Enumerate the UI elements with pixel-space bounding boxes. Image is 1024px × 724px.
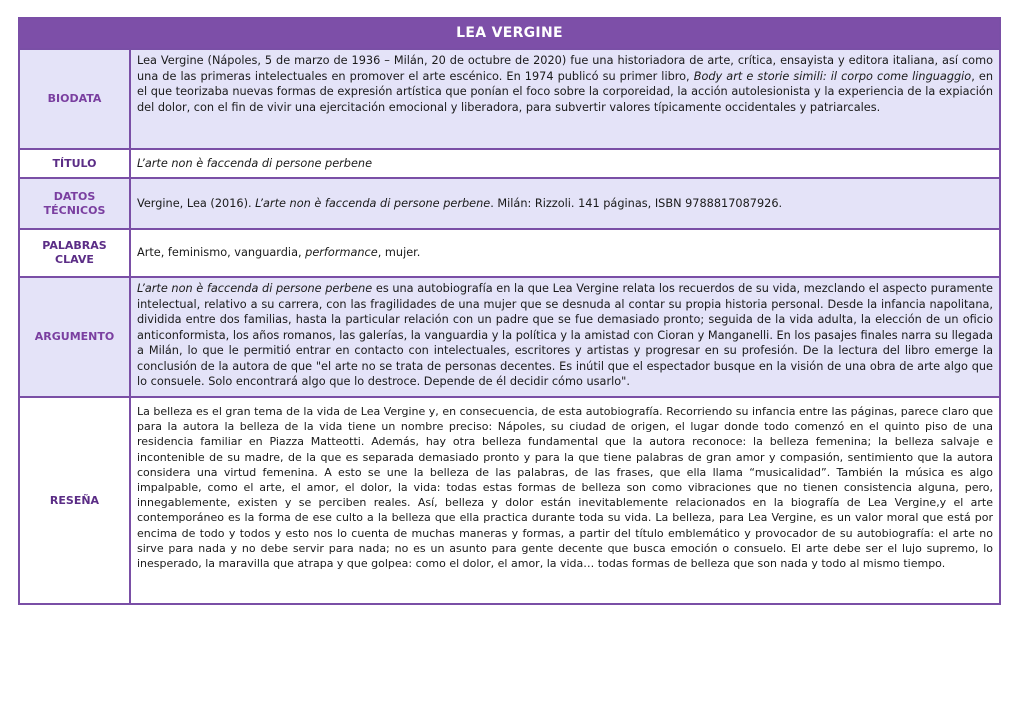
argumento-text bbox=[131, 278, 999, 396]
row-argumento bbox=[20, 276, 999, 396]
datos-text bbox=[131, 179, 999, 228]
row-resena bbox=[20, 396, 999, 603]
argumento-text-part-2: es una autobiografía en la que Lea Vergine relata los recuerdos de su vida, mezclando el aspecto puramente intelectual, relativo a su carrera, con las fragilidades de una mujer que se desnuda al contar su propia historia personal. Desde la infancia napolitana, dividida entre dos familias, hasta la particular relación con un padre que se fue demasiado pronto; seguida de la vida adulta, la elección de un oficio anticonformista, los años romanos, las galerías, la vanguardia y la política y la amistad con Cioran y Manganelli. En los pasajes finales narra su llegada a Milán, lo que le permitió entrar en contacto con intelectuales, escritores y artistas y progresar en su profesión. De la lectura del libro emerge la conclusión de la autora de que "el arte no se trata de personas decentes. Es inútil que el espectador busque en la visión de una obra de arte algo que lo consuele. Solo encontrará algo que lo destroce. Depende de él decidir cómo usarlo". bbox=[137, 282, 993, 388]
biodata-book-title: Body art e storie simili: il corpo come linguaggio bbox=[693, 69, 972, 83]
palabras-text-part-1: Arte, feminismo, vanguardia, bbox=[137, 246, 306, 260]
titulo-label: TÍTULO bbox=[20, 150, 131, 177]
biodata-label: BIODATA bbox=[20, 50, 131, 148]
row-datos-tecnicos bbox=[20, 177, 999, 228]
datos-text-part-2: . Milán: Rizzoli. 141 páginas, ISBN 9788817087926. bbox=[490, 196, 783, 210]
palabras-text bbox=[131, 230, 999, 276]
datos-book-title: L’arte non è faccenda di persone perbene bbox=[255, 196, 491, 210]
biodata-text bbox=[131, 50, 999, 148]
row-titulo bbox=[20, 148, 999, 177]
titulo-text-wrap bbox=[131, 150, 999, 177]
argumento-label: ARGUMENTO bbox=[20, 278, 131, 396]
page-title: LEA VERGINE bbox=[20, 19, 999, 48]
datos-text-part-1: Vergine, Lea (2016). bbox=[137, 196, 256, 210]
argumento-book-title: L’arte non è faccenda di persone perbene bbox=[137, 282, 373, 295]
palabras-text-part-2: , mujer. bbox=[377, 246, 421, 260]
biodata-text-part-2: , en el que teorizaba nuevas formas de expresión artística que ponían el foco sobre la corporeidad, la acción autolesionista y la experiencia de la expiación del dolor, con el fin de vivir una ejercitación emocional y liberadora, para subvertir valores típicamente occidentales y patriarcales. bbox=[137, 69, 993, 114]
record-card bbox=[18, 17, 1001, 605]
row-biodata bbox=[20, 48, 999, 148]
palabras-italic-word: performance bbox=[305, 246, 378, 260]
datos-label: DATOS TÉCNICOS bbox=[20, 179, 131, 228]
biodata-text-part-1: Lea Vergine (Nápoles, 5 de marzo de 1936 – Milán, 20 de octubre de 2020) fue una historiadora de arte, crítica, ensayista y editora italiana, así como una de las primeras intelectuales en promover el arte escénico. En 1974 publicó su primer libro, bbox=[137, 54, 993, 83]
resena-label: RESEÑA bbox=[20, 398, 131, 603]
palabras-label: PALABRAS CLAVE bbox=[20, 230, 131, 276]
resena-text: La belleza es el gran tema de la vida de Lea Vergine y, en consecuencia, de esta autobiografía. Recorriendo su infancia entre las páginas, parece claro que para la autora la belleza de la vida tiene un nombre preciso: Nápoles, su ciudad de origen, el lugar donde todo comenzó en el quinto piso de una residencia familiar en Piazza Matteotti. Además, hay otra belleza fundamental que la autora reconoce: la belleza femenina; la belleza salvaje e incontenible de su madre, de la que es separada demasiado pronto y para la que tiene palabras de gran amor y compasión, sentimiento que la autora considera una virtud femenina. A esto se une la belleza de las palabras, de las frases, que ella llama “musicalidad”. También la música es algo impalpable, como el arte, el amor, el dolor, la vida: todas estas formas de belleza son como vibraciones que no tienen consistencia alguna, pero, innegablemente, existen y se perciben reales. Así, belleza y dolor están inevitablemente relacionados en la biografía de Lea Vergine,y el arte contemporáneo es la forma de ese culto a la belleza que ella practica durante toda su vida. La belleza, para Lea Vergine, es un valor moral que está por encima de todo y todos y esto nos lo cuenta de muchas maneras y formas, a partir del título emblemático y provocador de su autobiografía: el arte no sirve para nada y no debe servir para nada; no es un asunto para gente decente que busca emoción o consuelo. El arte debe ser el lujo supremo, lo inesperado, la maravilla que atrapa y que golpea: como el dolor, el amor, la vida… todas formas de belleza que son nada y todo al mismo tiempo. bbox=[131, 398, 999, 603]
titulo-text: L’arte non è faccenda di persone perbene bbox=[137, 156, 373, 170]
row-palabras-clave bbox=[20, 228, 999, 276]
